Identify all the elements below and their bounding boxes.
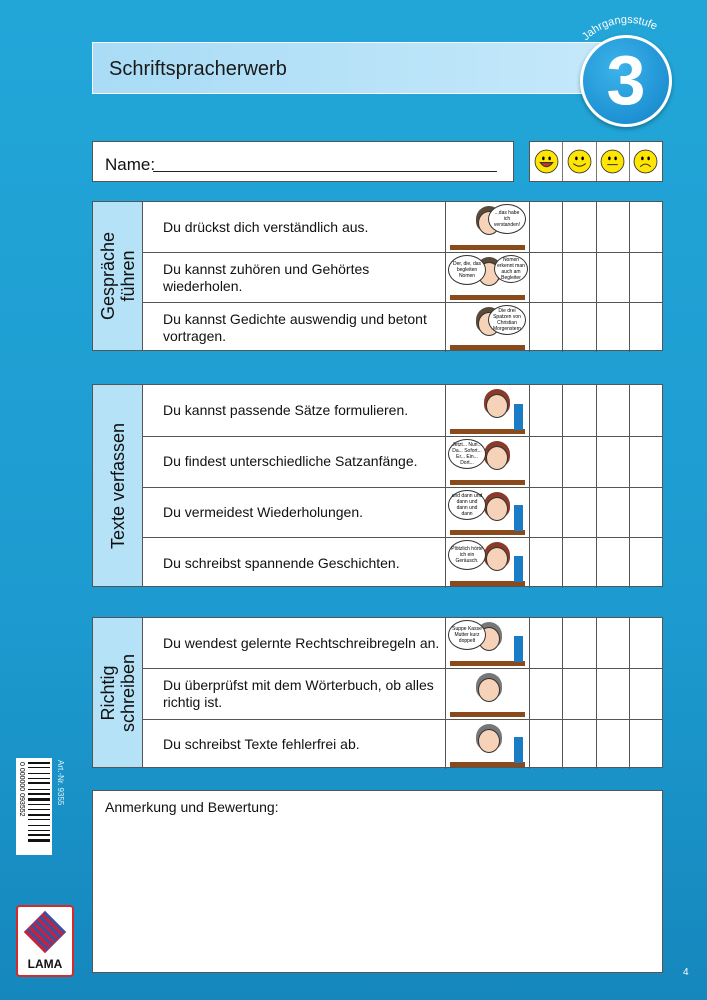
- competency-row: [143, 436, 662, 487]
- rating-cell-2[interactable]: [562, 669, 595, 718]
- name-label: Name:: [105, 155, 156, 174]
- illustration: [445, 253, 529, 302]
- section-title-line: Texte verfassen: [107, 422, 128, 549]
- rating-cell-1[interactable]: [529, 618, 562, 668]
- barcode-bar: [28, 825, 50, 826]
- svg-text:Jahrgangsstufe: [580, 14, 659, 43]
- dictionary-icon: [514, 556, 523, 582]
- rating-cell-4[interactable]: [629, 538, 662, 588]
- rating-cell-2[interactable]: [562, 488, 595, 538]
- title-bar: [92, 42, 602, 94]
- rating-cell-1[interactable]: [529, 202, 562, 252]
- rating-cell-3[interactable]: [596, 720, 629, 769]
- section-title-line: Gespräche: [97, 231, 118, 321]
- speech-bubble: Der, die, das begleiten Nomen: [448, 255, 486, 285]
- competency-text: Du überprüfst mit dem Wörterbuch, ob alles richtig ist.: [163, 676, 434, 710]
- illustration: [445, 538, 529, 588]
- competency-row: [143, 302, 662, 352]
- rating-cell-3[interactable]: [596, 437, 629, 487]
- rating-cell-1[interactable]: [529, 303, 562, 352]
- rating-cell-2[interactable]: [562, 618, 595, 668]
- neutral-smiley-icon: [600, 149, 625, 174]
- competency-section: [92, 384, 663, 587]
- barcode-bar: [28, 789, 50, 790]
- sad-smiley-icon: [633, 149, 658, 174]
- rating-cell-3[interactable]: [596, 538, 629, 588]
- competency-text: Du kannst passende Sätze formulieren.: [163, 401, 409, 418]
- page-title: Schriftspracherwerb: [109, 58, 287, 80]
- competency-row: [143, 537, 662, 588]
- grade-label: Jahrgangsstufe: [579, 13, 660, 44]
- rating-cell-2[interactable]: [562, 538, 595, 588]
- illustration: [445, 618, 529, 668]
- rating-cell-3[interactable]: [596, 303, 629, 352]
- name-line: [153, 171, 497, 172]
- rating-cell-1[interactable]: [529, 720, 562, 769]
- rating-cell-2[interactable]: [562, 253, 595, 302]
- rating-cell-4[interactable]: [629, 253, 662, 302]
- rating-cell-3[interactable]: [596, 253, 629, 302]
- competency-text: Du findest unterschiedliche Satzanfänge.: [163, 453, 418, 470]
- illustration: [445, 385, 529, 436]
- illustration: [445, 303, 529, 352]
- rating-cell-4[interactable]: [629, 618, 662, 668]
- speech-bubble: Nomen erkennt man auch am Begleiter: [494, 255, 528, 283]
- barcode-bar: [28, 809, 50, 810]
- section-title-line: Richtig: [97, 664, 118, 721]
- rating-cell-4[interactable]: [629, 488, 662, 538]
- barcode-bar: [28, 782, 50, 784]
- barcode-bar: [28, 834, 50, 836]
- competency-row: [143, 202, 662, 252]
- barcode: [16, 758, 52, 855]
- rating-cell-2[interactable]: [562, 720, 595, 769]
- rating-cell-4[interactable]: [629, 303, 662, 352]
- dictionary-icon: [514, 404, 523, 430]
- barcode-bar: [28, 793, 50, 795]
- rating-cell-4[interactable]: [629, 385, 662, 436]
- grade-label-arc: [560, 0, 700, 90]
- rating-header-cell: [629, 142, 662, 181]
- barcode-bar: [28, 819, 50, 820]
- rating-cell-4[interactable]: [629, 669, 662, 718]
- publisher-logo: [16, 905, 74, 977]
- rating-cell-3[interactable]: [596, 669, 629, 718]
- competency-row: [143, 252, 662, 302]
- section-title: [98, 653, 138, 731]
- rating-header-cell: [530, 142, 562, 181]
- rating-cell-1[interactable]: [529, 253, 562, 302]
- rating-cell-2[interactable]: [562, 385, 595, 436]
- grade-number: 3: [606, 41, 646, 119]
- speech-bubble: Jetzt... Nun... Da... Sofort... Er... Ein... Dort...: [448, 439, 486, 469]
- article-number: Art.-Nr. 9355: [56, 760, 65, 806]
- barcode-bar: [28, 778, 50, 779]
- competency-text: Du kannst Gedichte auswendig und betont vortragen.: [163, 310, 427, 344]
- section-title: [98, 232, 138, 320]
- competency-row: [143, 618, 662, 668]
- rating-cell-4[interactable]: [629, 720, 662, 769]
- competency-text: Du kannst zuhören und Gehörtes wiederholen.: [163, 260, 370, 294]
- competency-text: Du drückst dich verständlich aus.: [163, 218, 369, 235]
- rating-cell-2[interactable]: [562, 202, 595, 252]
- competency-text: Du wendest gelernte Rechtschreibregeln an.: [163, 634, 440, 651]
- speech-bubble: Suppe Kasse Mutter kurz doppelt: [448, 620, 486, 650]
- rating-cell-1[interactable]: [529, 538, 562, 588]
- section-label: [93, 202, 143, 350]
- section-title: [108, 422, 128, 548]
- barcode-bar: [28, 814, 50, 816]
- rating-cell-1[interactable]: [529, 488, 562, 538]
- barcode-bar: [28, 839, 50, 842]
- dictionary-icon: [514, 737, 523, 763]
- illustration: [445, 437, 529, 487]
- barcode-bar: [28, 762, 50, 764]
- llama-icon: [24, 911, 66, 953]
- rating-legend: [529, 141, 663, 182]
- competency-section: [92, 201, 663, 351]
- publisher-name: LAMA: [27, 957, 63, 971]
- illustration: [445, 488, 529, 538]
- section-label: [93, 618, 143, 767]
- speech-bubble: und dann und dann und dann und dann: [448, 490, 486, 520]
- illustration: [445, 669, 529, 718]
- rating-cell-4[interactable]: [629, 437, 662, 487]
- barcode-digits: 0 000000 093552: [18, 762, 25, 817]
- rating-header-cell: [596, 142, 629, 181]
- competency-row: [143, 385, 662, 436]
- name-field[interactable]: [92, 141, 514, 182]
- section-title-line: schreiben: [117, 653, 138, 732]
- barcode-bar: [28, 830, 50, 831]
- illustration: [445, 202, 529, 252]
- rating-cell-3[interactable]: [596, 618, 629, 668]
- very-happy-smiley-icon: [534, 149, 559, 174]
- remarks-box[interactable]: [92, 790, 663, 973]
- rating-cell-1[interactable]: [529, 385, 562, 436]
- rating-cell-1[interactable]: [529, 437, 562, 487]
- illustration: [445, 720, 529, 769]
- rating-cell-4[interactable]: [629, 202, 662, 252]
- section-label: [93, 385, 143, 586]
- rating-cell-3[interactable]: [596, 202, 629, 252]
- barcode-bar: [28, 798, 50, 801]
- speech-bubble: Die drei Spatzen von Christian Morgenstern: [488, 305, 526, 335]
- competency-text: Du schreibst spannende Geschichten.: [163, 554, 400, 571]
- dictionary-icon: [514, 505, 523, 531]
- rating-cell-1[interactable]: [529, 669, 562, 718]
- remarks-label: Anmerkung und Bewertung:: [105, 799, 279, 815]
- competency-row: [143, 668, 662, 718]
- barcode-bar: [28, 767, 50, 768]
- barcode-bar: [28, 773, 50, 774]
- competency-section: [92, 617, 663, 768]
- rating-cell-3[interactable]: [596, 488, 629, 538]
- barcode-bar: [28, 804, 50, 805]
- competency-row: [143, 487, 662, 538]
- speech-bubble: Plötzlich hörte ich ein Geräusch.: [448, 540, 486, 570]
- competency-row: [143, 719, 662, 769]
- rating-cell-2[interactable]: [562, 303, 595, 352]
- rating-header-cell: [562, 142, 595, 181]
- rating-cell-2[interactable]: [562, 437, 595, 487]
- competency-text: Du schreibst Texte fehlerfrei ab.: [163, 735, 360, 752]
- dictionary-icon: [514, 636, 523, 662]
- happy-smiley-icon: [567, 149, 592, 174]
- speech-bubble: ...das habe ich verstanden!: [488, 204, 526, 234]
- section-title-line: führen: [117, 250, 138, 302]
- rating-cell-3[interactable]: [596, 385, 629, 436]
- competency-text: Du vermeidest Wiederholungen.: [163, 503, 363, 520]
- page-number: 4: [683, 967, 689, 978]
